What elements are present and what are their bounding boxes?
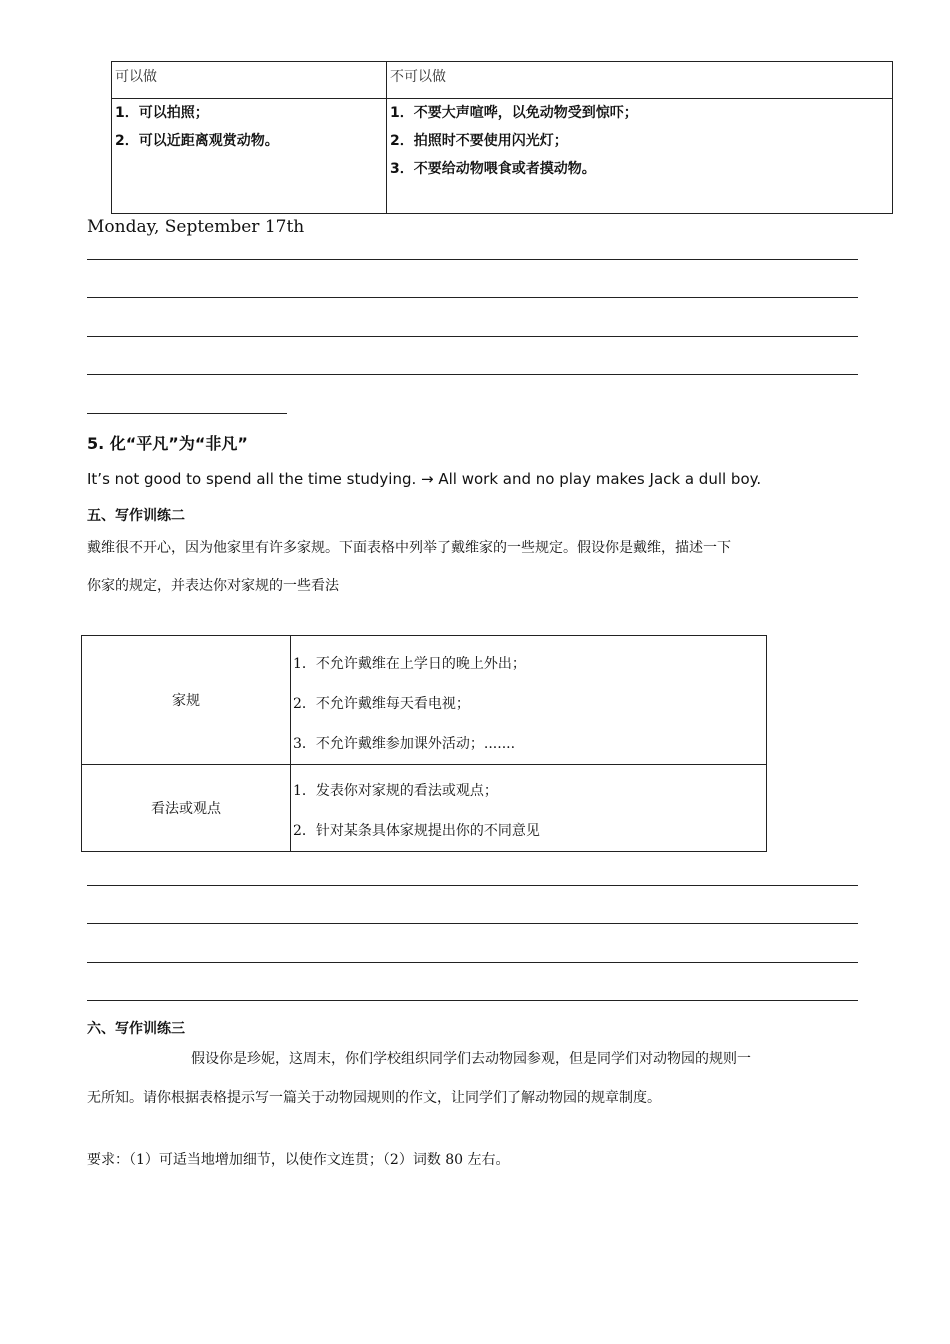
section5-title: 5. 化“平凡”为“非凡”	[87, 434, 248, 453]
header-cannot-do: 不可以做	[387, 62, 893, 99]
cannot-do-item: 2．拍照时不要使用闪光灯；	[390, 133, 568, 149]
writing3-requirements: 要求：（1）可适当地增加细节，以使作文连贯；（2）词数 80 左右。	[87, 1152, 510, 1168]
writing-line	[87, 885, 858, 886]
writing-line	[87, 336, 858, 337]
writing-line	[87, 259, 858, 260]
opinion-item: 1．发表你对家规的看法或观点；	[293, 783, 498, 799]
cannot-do-item: 3．不要给动物喂食或者摸动物。	[390, 161, 596, 177]
cannot-do-cell	[387, 99, 893, 214]
opinion-label: 看法或观点	[82, 765, 291, 852]
rule-item: 2．不允许戴维每天看电视；	[293, 696, 470, 712]
writing2-prompt: 戴维很不开心，因为他家里有许多家规。下面表格中列举了戴维家的一些规定。假设你是戴维，描述一下	[87, 540, 731, 556]
writing-line	[87, 923, 858, 924]
cannot-do-item: 1．不要大声喧哗，以免动物受到惊吓；	[390, 105, 638, 121]
writing-line	[87, 962, 858, 963]
diary-date: Monday, September 17th	[87, 217, 305, 237]
rules-label: 家规	[82, 636, 291, 765]
writing3-prompt: 无所知。请你根据表格提示写一篇关于动物园规则的作文，让同学们了解动物园的规章制度。	[87, 1090, 661, 1106]
rules-cell	[291, 636, 767, 765]
writing3-prompt: 假设你是珍妮，这周末，你们学校组织同学们去动物园参观，但是同学们对动物园的规则一	[191, 1051, 751, 1067]
writing2-prompt: 你家的规定，并表达你对家规的一些看法	[87, 578, 339, 594]
writing-line-short	[87, 413, 287, 414]
family-rules-table	[81, 635, 767, 852]
rule-item: 1．不允许戴维在上学日的晚上外出；	[293, 656, 526, 672]
zoo-rules-table	[111, 61, 893, 214]
writing2-title: 五、写作训练二	[87, 508, 185, 524]
writing-line	[87, 297, 858, 298]
writing-line	[87, 374, 858, 375]
can-do-item: 1．可以拍照；	[115, 105, 209, 121]
can-do-item: 2．可以近距离观赏动物。	[115, 133, 279, 149]
opinion-cell	[291, 765, 767, 852]
header-can-do: 可以做	[112, 62, 387, 99]
writing-line	[87, 1000, 858, 1001]
can-do-cell	[112, 99, 387, 214]
section5-example: It’s not good to spend all the time studying. → All work and no play makes Jack a dull boy.	[87, 470, 762, 488]
opinion-item: 2．针对某条具体家规提出你的不同意见	[293, 823, 540, 839]
rule-item: 3．不允许戴维参加课外活动；.......	[293, 736, 516, 752]
writing3-title: 六、写作训练三	[87, 1021, 185, 1037]
